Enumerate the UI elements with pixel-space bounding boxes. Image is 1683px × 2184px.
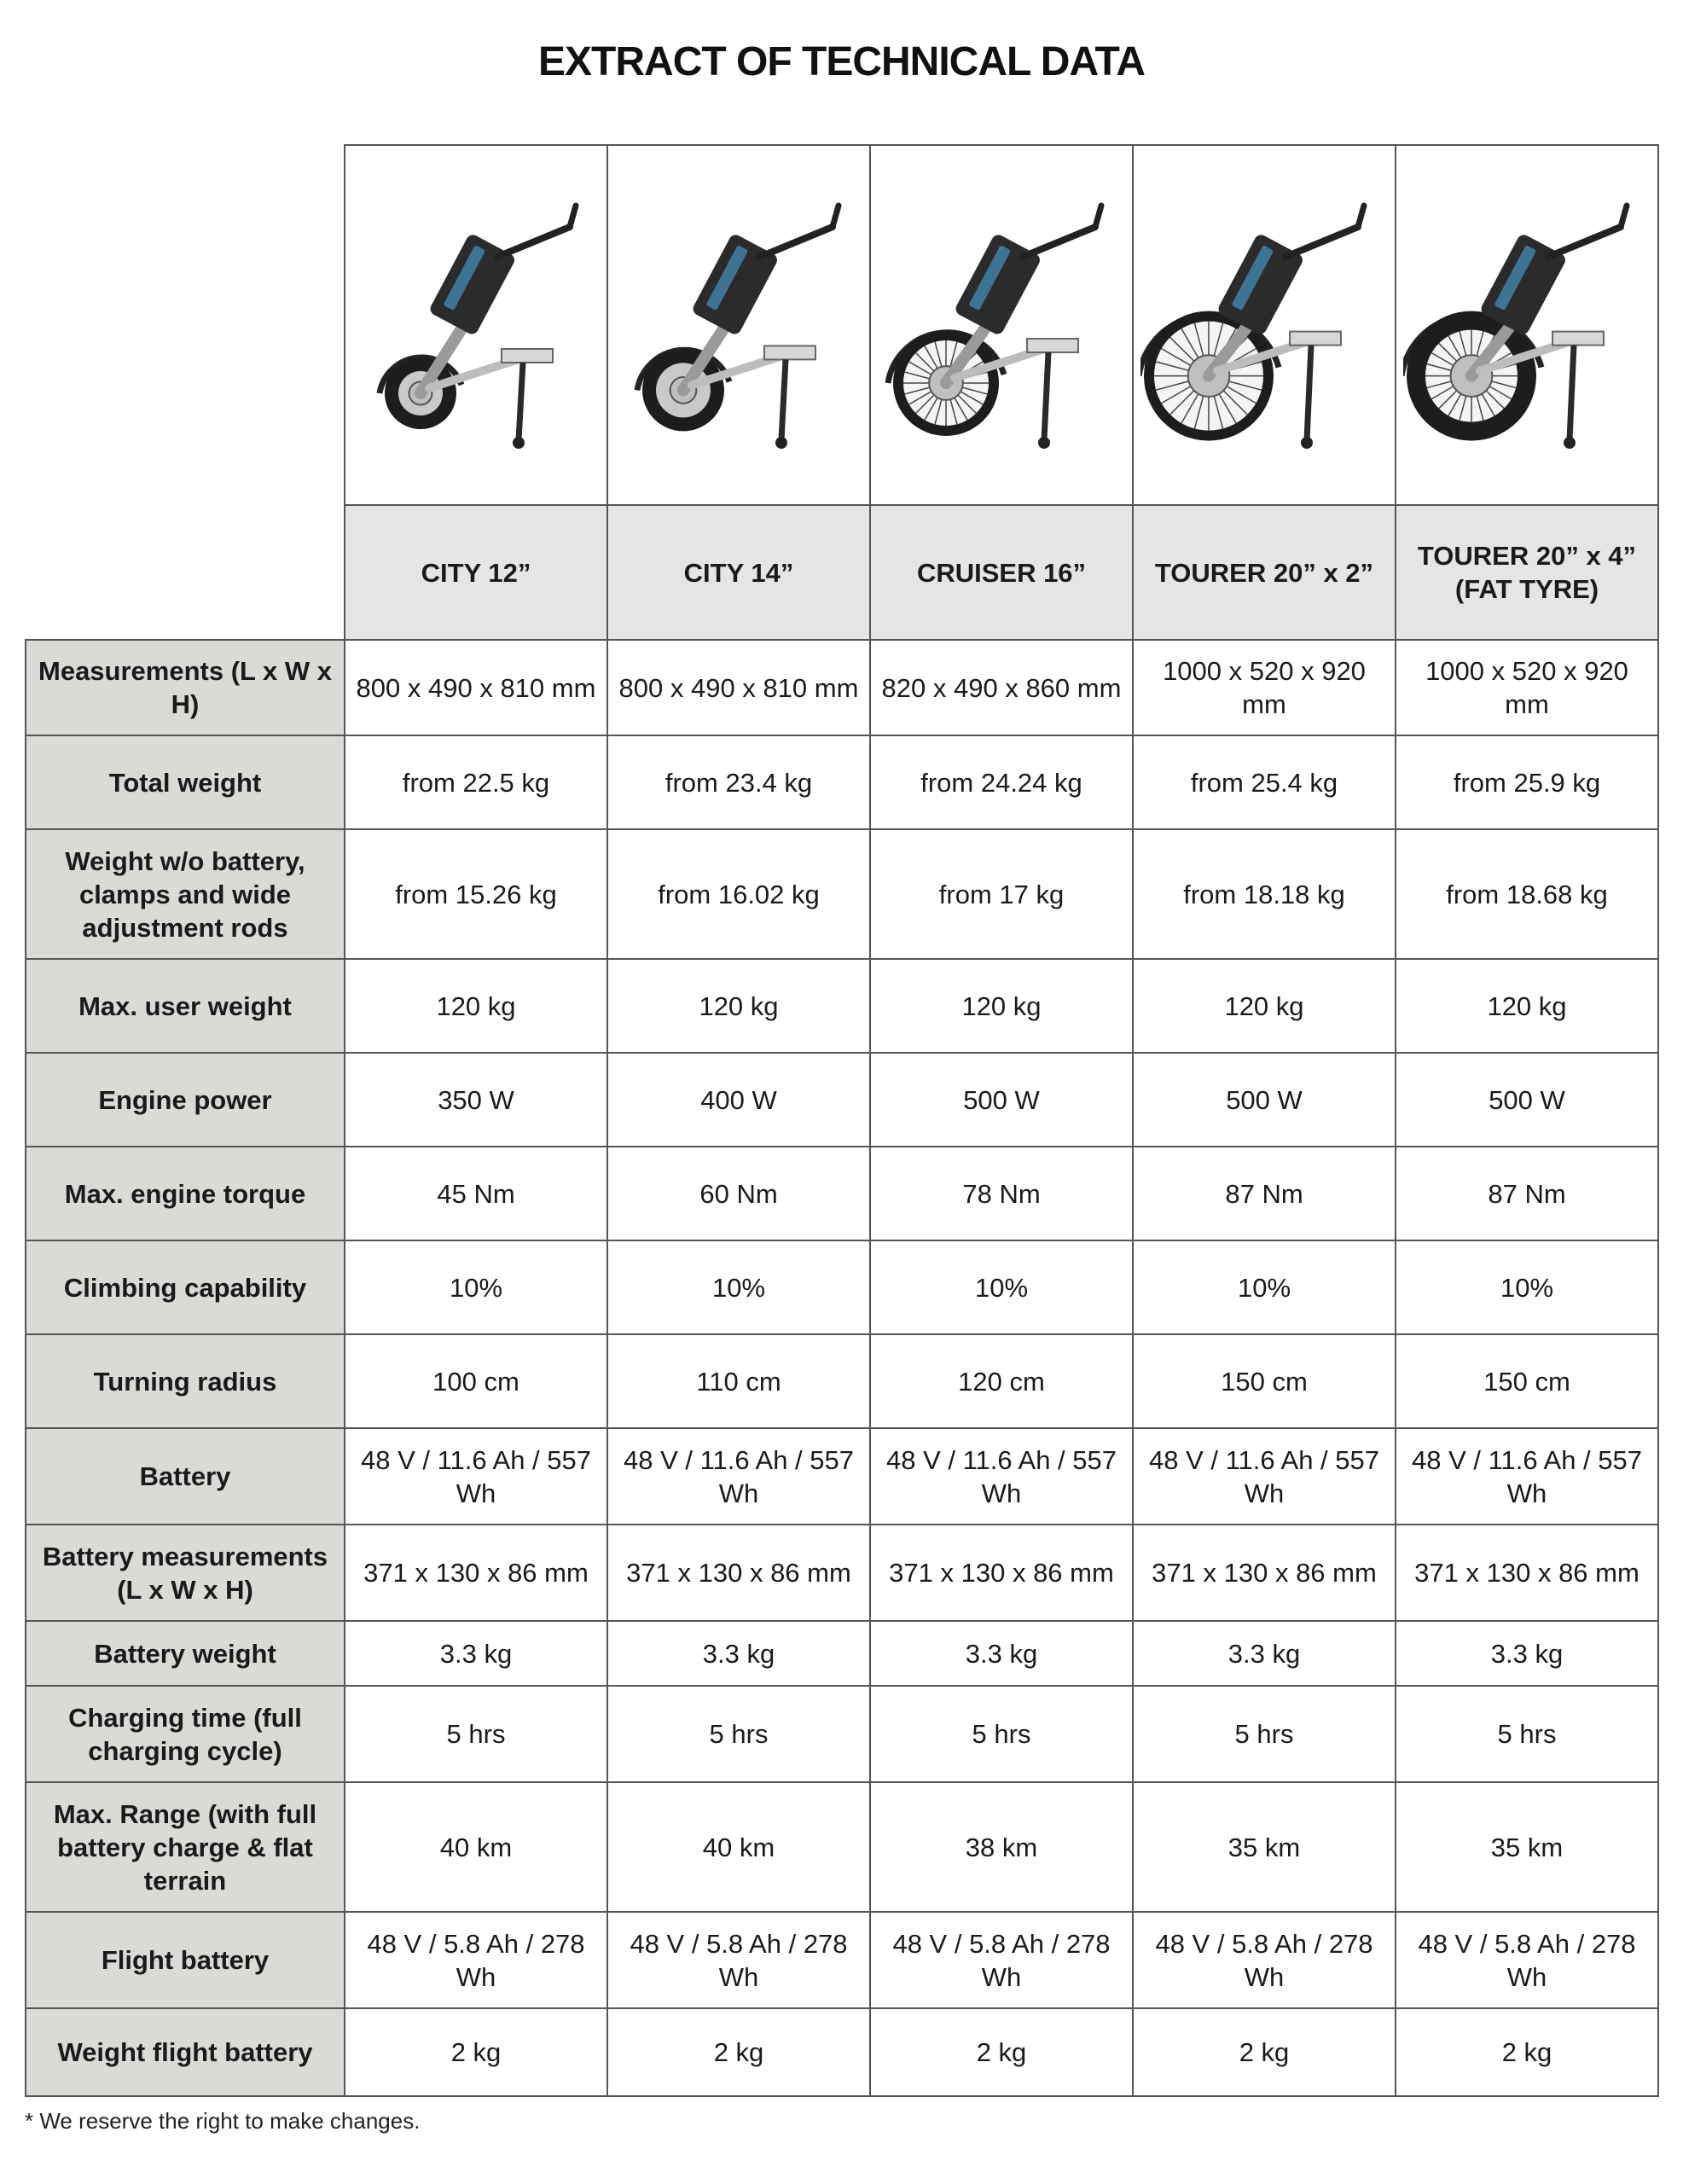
- table-cell: 150 cm: [1133, 1334, 1396, 1428]
- table-cell: 5 hrs: [345, 1686, 607, 1782]
- table-cell: from 16.02 kg: [607, 829, 870, 959]
- table-cell: 48 V / 11.6 Ah / 557 Wh: [1396, 1428, 1658, 1525]
- table-cell: 5 hrs: [1396, 1686, 1658, 1782]
- corner-blank: [26, 505, 345, 640]
- table-cell: 350 W: [345, 1053, 607, 1147]
- table-row: [26, 829, 1658, 959]
- model-name: TOURER 20” x 4” (FAT TYRE): [1396, 505, 1658, 640]
- row-label: Engine power: [26, 1053, 345, 1147]
- table-row: [26, 1240, 1658, 1334]
- handbike-tourer-20x2-icon: [1140, 189, 1388, 462]
- table-cell: from 25.4 kg: [1133, 735, 1396, 829]
- table-cell: from 18.68 kg: [1396, 829, 1658, 959]
- table-cell: 371 x 130 x 86 mm: [1396, 1525, 1658, 1621]
- table-cell: 3.3 kg: [1133, 1621, 1396, 1686]
- table-cell: 120 kg: [345, 959, 607, 1053]
- table-cell: 800 x 490 x 810 mm: [345, 640, 607, 735]
- table-row: [26, 959, 1658, 1053]
- table-cell: 371 x 130 x 86 mm: [345, 1525, 607, 1621]
- table-cell: 48 V / 11.6 Ah / 557 Wh: [870, 1428, 1133, 1525]
- model-name-row: [26, 505, 1658, 640]
- table-cell: from 18.18 kg: [1133, 829, 1396, 959]
- row-label: Measurements (L x W x H): [26, 640, 345, 735]
- table-cell: 48 V / 5.8 Ah / 278 Wh: [345, 1912, 607, 2008]
- table-cell: 38 km: [870, 1782, 1133, 1912]
- table-cell: 500 W: [1396, 1053, 1658, 1147]
- table-cell: from 22.5 kg: [345, 735, 607, 829]
- row-label: Climbing capability: [26, 1240, 345, 1334]
- row-label: Total weight: [26, 735, 345, 829]
- handbike-city-12-icon: [352, 189, 600, 462]
- row-label: Max. user weight: [26, 959, 345, 1053]
- model-name: CITY 12”: [345, 505, 607, 640]
- row-label: Battery weight: [26, 1621, 345, 1686]
- table-cell: 5 hrs: [1133, 1686, 1396, 1782]
- row-label: Max. engine torque: [26, 1147, 345, 1240]
- table-cell: 120 kg: [1396, 959, 1658, 1053]
- table-cell: 5 hrs: [607, 1686, 870, 1782]
- handbike-tourer-20x4-icon: [1403, 189, 1651, 462]
- row-label: Turning radius: [26, 1334, 345, 1428]
- table-row: [26, 1782, 1658, 1912]
- model-name: CRUISER 16”: [870, 505, 1133, 640]
- table-row: [26, 1334, 1658, 1428]
- table-cell: from 25.9 kg: [1396, 735, 1658, 829]
- table-cell: 35 km: [1133, 1782, 1396, 1912]
- table-cell: 120 kg: [607, 959, 870, 1053]
- image-row: [26, 145, 1658, 505]
- table-cell: 3.3 kg: [345, 1621, 607, 1686]
- table-row: [26, 1621, 1658, 1686]
- table-row: [26, 735, 1658, 829]
- table-cell: 2 kg: [1396, 2008, 1658, 2096]
- table-cell: 87 Nm: [1133, 1147, 1396, 1240]
- table-cell: 10%: [1396, 1240, 1658, 1334]
- row-label: Max. Range (with full battery charge & flat terrain: [26, 1782, 345, 1912]
- table-cell: 10%: [607, 1240, 870, 1334]
- table-cell: 35 km: [1396, 1782, 1658, 1912]
- table-cell: 1000 x 520 x 920 mm: [1133, 640, 1396, 735]
- table-cell: 150 cm: [1396, 1334, 1658, 1428]
- table-cell: 48 V / 11.6 Ah / 557 Wh: [1133, 1428, 1396, 1525]
- table-cell: 40 km: [345, 1782, 607, 1912]
- table-cell: 120 kg: [1133, 959, 1396, 1053]
- model-image-cell: [345, 145, 607, 505]
- table-cell: 2 kg: [870, 2008, 1133, 2096]
- model-image-cell: [607, 145, 870, 505]
- table-cell: 3.3 kg: [870, 1621, 1133, 1686]
- table-cell: 400 W: [607, 1053, 870, 1147]
- table-row: [26, 2008, 1658, 2096]
- corner-blank: [26, 145, 345, 505]
- table-cell: 2 kg: [345, 2008, 607, 2096]
- row-label: Weight flight battery: [26, 2008, 345, 2096]
- table-cell: 500 W: [1133, 1053, 1396, 1147]
- table-cell: from 17 kg: [870, 829, 1133, 959]
- table-cell: 120 kg: [870, 959, 1133, 1053]
- table-cell: 3.3 kg: [1396, 1621, 1658, 1686]
- model-name: TOURER 20” x 2”: [1133, 505, 1396, 640]
- table-cell: from 23.4 kg: [607, 735, 870, 829]
- table-row: [26, 1912, 1658, 2008]
- table-cell: 60 Nm: [607, 1147, 870, 1240]
- page-title: EXTRACT OF TECHNICAL DATA: [538, 39, 1145, 84]
- table-cell: from 15.26 kg: [345, 829, 607, 959]
- row-label: Charging time (full charging cycle): [26, 1686, 345, 1782]
- table-row: [26, 1525, 1658, 1621]
- model-image-cell: [1133, 145, 1396, 505]
- row-label: Battery: [26, 1428, 345, 1525]
- row-label: Weight w/o battery, clamps and wide adjustment rods: [26, 829, 345, 959]
- table-cell: 48 V / 5.8 Ah / 278 Wh: [870, 1912, 1133, 2008]
- table-cell: 10%: [1133, 1240, 1396, 1334]
- table-cell: 1000 x 520 x 920 mm: [1396, 640, 1658, 735]
- table-row: [26, 1428, 1658, 1525]
- table-row: [26, 1686, 1658, 1782]
- model-image-cell: [1396, 145, 1658, 505]
- table-cell: 371 x 130 x 86 mm: [607, 1525, 870, 1621]
- model-name: CITY 14”: [607, 505, 870, 640]
- table-cell: 40 km: [607, 1782, 870, 1912]
- table-cell: 10%: [870, 1240, 1133, 1334]
- table-row: [26, 1147, 1658, 1240]
- table-cell: 371 x 130 x 86 mm: [870, 1525, 1133, 1621]
- table-row: [26, 1053, 1658, 1147]
- table-cell: 820 x 490 x 860 mm: [870, 640, 1133, 735]
- table-cell: 110 cm: [607, 1334, 870, 1428]
- spec-body: [26, 640, 1658, 2096]
- table-cell: 5 hrs: [870, 1686, 1133, 1782]
- table-cell: 500 W: [870, 1053, 1133, 1147]
- model-image-cell: [870, 145, 1133, 505]
- table-cell: 48 V / 5.8 Ah / 278 Wh: [607, 1912, 870, 2008]
- row-label: Battery measurements (L x W x H): [26, 1525, 345, 1621]
- table-cell: 120 cm: [870, 1334, 1133, 1428]
- footnote: * We reserve the right to make changes.: [25, 2108, 421, 2134]
- table-cell: 800 x 490 x 810 mm: [607, 640, 870, 735]
- table-cell: 48 V / 11.6 Ah / 557 Wh: [345, 1428, 607, 1525]
- handbike-city-14-icon: [615, 189, 862, 462]
- handbike-cruiser-16-icon: [878, 189, 1125, 462]
- row-label: Flight battery: [26, 1912, 345, 2008]
- table-cell: 371 x 130 x 86 mm: [1133, 1525, 1396, 1621]
- table-cell: 10%: [345, 1240, 607, 1334]
- table-cell: 45 Nm: [345, 1147, 607, 1240]
- table-cell: 48 V / 5.8 Ah / 278 Wh: [1396, 1912, 1658, 2008]
- table-cell: 2 kg: [607, 2008, 870, 2096]
- table-cell: 2 kg: [1133, 2008, 1396, 2096]
- table-row: [26, 640, 1658, 735]
- table-cell: 100 cm: [345, 1334, 607, 1428]
- technical-data-table: [25, 144, 1659, 2097]
- table-cell: 3.3 kg: [607, 1621, 870, 1686]
- table-cell: 48 V / 5.8 Ah / 278 Wh: [1133, 1912, 1396, 2008]
- table-cell: from 24.24 kg: [870, 735, 1133, 829]
- table-cell: 78 Nm: [870, 1147, 1133, 1240]
- table-cell: 48 V / 11.6 Ah / 557 Wh: [607, 1428, 870, 1525]
- table-cell: 87 Nm: [1396, 1147, 1658, 1240]
